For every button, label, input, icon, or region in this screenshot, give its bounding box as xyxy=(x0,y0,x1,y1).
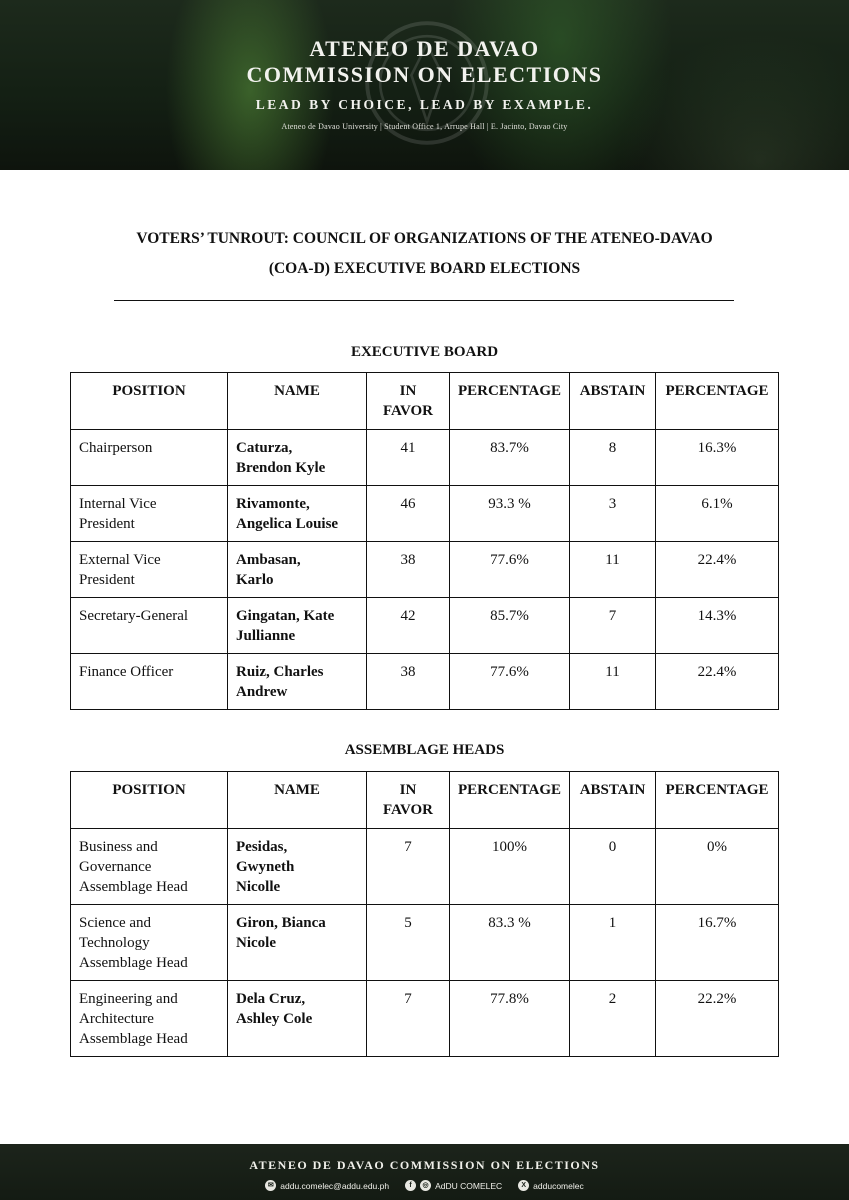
abstain-percentage-cell: 6.1% xyxy=(656,486,779,542)
column-header-abstain: ABSTAIN xyxy=(570,373,656,430)
position-cell: Secretary-General xyxy=(71,598,228,654)
percentage-cell: 85.7% xyxy=(450,598,570,654)
x-icon[interactable]: X xyxy=(518,1180,529,1191)
abstain-cell: 11 xyxy=(570,542,656,598)
org-name-line2: COMMISSION ON ELECTIONS xyxy=(246,62,603,87)
table-header-row xyxy=(71,373,779,430)
in-favor-cell: 41 xyxy=(367,430,450,486)
email-icon: ✉ xyxy=(265,1180,276,1191)
instagram-icon[interactable]: ◎ xyxy=(420,1180,431,1191)
address-line: Ateneo de Davao University | Student Office 1, Arrupe Hall | E. Jacinto, Davao City xyxy=(281,122,568,131)
abstain-percentage-cell: 0% xyxy=(656,829,779,905)
footer-x-handle[interactable]: adducomelec xyxy=(533,1180,584,1191)
position-cell: Engineering and Architecture Assemblage Head xyxy=(71,981,228,1057)
footer-email[interactable]: addu.comelec@addu.edu.ph xyxy=(280,1180,390,1191)
in-favor-cell: 5 xyxy=(367,905,450,981)
percentage-cell: 77.6% xyxy=(450,654,570,710)
position-cell: Chairperson xyxy=(71,430,228,486)
abstain-percentage-cell: 22.4% xyxy=(656,654,779,710)
percentage-cell: 93.3 % xyxy=(450,486,570,542)
column-header-percentage-abstain: PERCENTAGE xyxy=(656,373,779,430)
executive-board-heading: EXECUTIVE BOARD xyxy=(350,344,499,360)
percentage-cell: 100% xyxy=(450,829,570,905)
assemblage-heads-table xyxy=(70,771,779,1057)
column-header-in-favor: IN FAVOR xyxy=(367,373,450,430)
name-cell: Ambasan, Karlo xyxy=(228,542,367,598)
position-cell: Business and Governance Assemblage Head xyxy=(71,829,228,905)
in-favor-cell: 7 xyxy=(367,981,450,1057)
title-divider xyxy=(114,300,734,301)
column-header-in-favor: IN FAVOR xyxy=(367,772,450,829)
name-cell: Dela Cruz, Ashley Cole xyxy=(228,981,367,1057)
abstain-cell: 2 xyxy=(570,981,656,1057)
abstain-cell: 7 xyxy=(570,598,656,654)
abstain-percentage-cell: 16.7% xyxy=(656,905,779,981)
column-header-name: NAME xyxy=(228,373,367,430)
name-cell: Caturza, Brendon Kyle xyxy=(228,430,367,486)
abstain-percentage-cell: 16.3% xyxy=(656,430,779,486)
name-cell: Giron, Bianca Nicole xyxy=(228,905,367,981)
column-header-position: POSITION xyxy=(71,373,228,430)
table-row xyxy=(71,598,779,654)
column-header-abstain: ABSTAIN xyxy=(570,772,656,829)
percentage-cell: 83.3 % xyxy=(450,905,570,981)
in-favor-cell: 7 xyxy=(367,829,450,905)
position-cell: Science and Technology Assemblage Head xyxy=(71,905,228,981)
tagline: LEAD BY CHOICE, LEAD BY EXAMPLE. xyxy=(255,97,594,112)
table-row xyxy=(71,905,779,981)
position-cell: Finance Officer xyxy=(71,654,228,710)
abstain-cell: 0 xyxy=(570,829,656,905)
header-banner xyxy=(0,0,849,170)
table-row xyxy=(71,542,779,598)
column-header-name: NAME xyxy=(228,772,367,829)
column-header-percentage: PERCENTAGE xyxy=(450,373,570,430)
footer-banner xyxy=(0,1144,849,1200)
abstain-cell: 8 xyxy=(570,430,656,486)
table-row xyxy=(71,486,779,542)
percentage-cell: 83.7% xyxy=(450,430,570,486)
position-cell: Internal Vice President xyxy=(71,486,228,542)
position-cell: External Vice President xyxy=(71,542,228,598)
in-favor-cell: 38 xyxy=(367,542,450,598)
percentage-cell: 77.8% xyxy=(450,981,570,1057)
org-name-line1: ATENEO DE DAVAO xyxy=(309,36,540,61)
column-header-position: POSITION xyxy=(71,772,228,829)
column-header-percentage: PERCENTAGE xyxy=(450,772,570,829)
document-title xyxy=(0,224,849,284)
percentage-cell: 77.6% xyxy=(450,542,570,598)
document-title-line2: (COA-D) EXECUTIVE BOARD ELECTIONS xyxy=(268,260,581,277)
footer-social-handle[interactable]: AdDU COMELEC xyxy=(435,1180,503,1191)
abstain-cell: 3 xyxy=(570,486,656,542)
abstain-percentage-cell: 14.3% xyxy=(656,598,779,654)
in-favor-cell: 46 xyxy=(367,486,450,542)
abstain-percentage-cell: 22.2% xyxy=(656,981,779,1057)
abstain-cell: 1 xyxy=(570,905,656,981)
table-header-row xyxy=(71,772,779,829)
name-cell: Rivamonte, Angelica Louise xyxy=(228,486,367,542)
footer-contacts xyxy=(0,1180,849,1191)
table-row xyxy=(71,829,779,905)
table-row xyxy=(71,430,779,486)
in-favor-cell: 38 xyxy=(367,654,450,710)
facebook-icon[interactable]: f xyxy=(405,1180,416,1191)
column-header-percentage-abstain: PERCENTAGE xyxy=(656,772,779,829)
footer-title: ATENEO DE DAVAO COMMISSION ON ELECTIONS xyxy=(249,1158,600,1172)
executive-board-table xyxy=(70,372,779,710)
table-row xyxy=(71,981,779,1057)
assemblage-heads-heading: ASSEMBLAGE HEADS xyxy=(344,742,505,758)
abstain-percentage-cell: 22.4% xyxy=(656,542,779,598)
document-title-line1: VOTERS’ TUNROUT: COUNCIL OF ORGANIZATIONS OF THE ATENEO-DAVAO xyxy=(136,230,713,247)
in-favor-cell: 42 xyxy=(367,598,450,654)
name-cell: Ruiz, Charles Andrew xyxy=(228,654,367,710)
name-cell: Pesidas, Gwyneth Nicolle xyxy=(228,829,367,905)
table-row xyxy=(71,654,779,710)
abstain-cell: 11 xyxy=(570,654,656,710)
name-cell: Gingatan, Kate Jullianne xyxy=(228,598,367,654)
